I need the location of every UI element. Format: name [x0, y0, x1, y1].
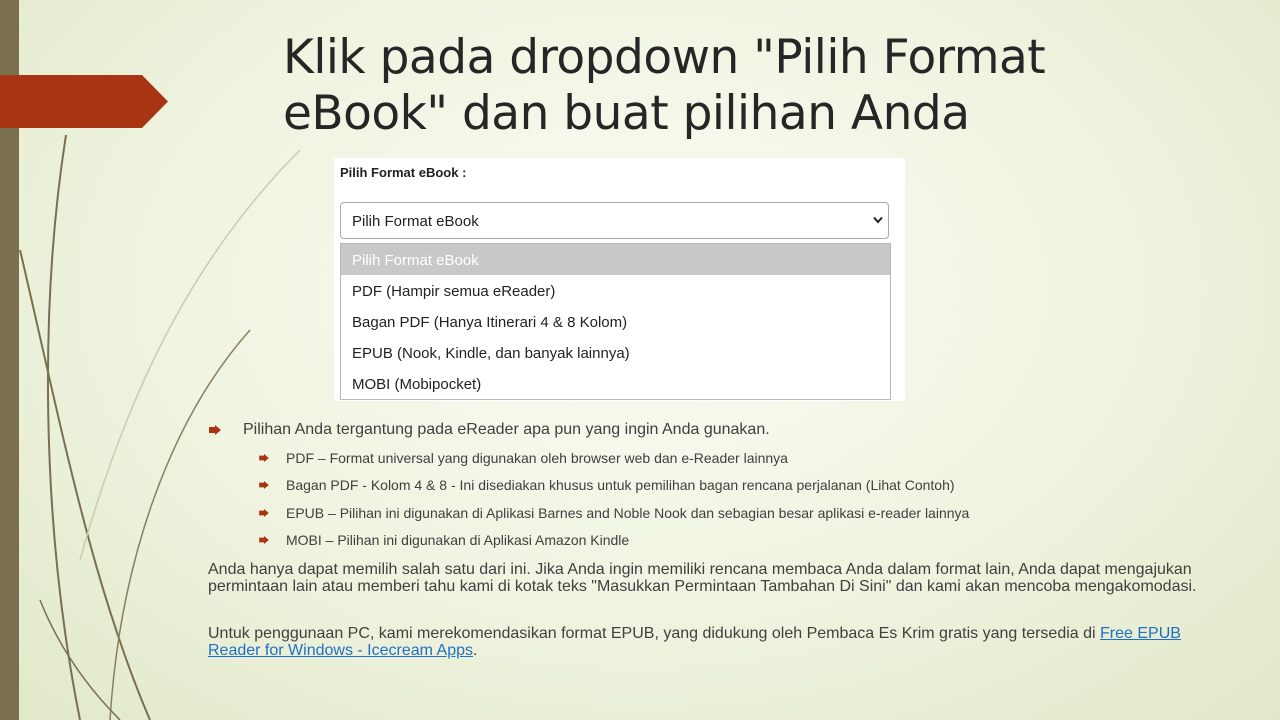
arrow-bullet-icon	[259, 454, 269, 462]
sub-bullet-epub: EPUB – Pilihan ini digunakan di Aplikasi Barnes and Noble Nook dan sebagian besar aplikasi e-reader lainnya	[286, 505, 970, 521]
chevron-down-icon	[873, 216, 883, 224]
select-value: Pilih Format eBook	[352, 213, 479, 230]
options-list	[340, 243, 891, 400]
main-bullet-text: Pilihan Anda tergantung pada eReader apa pun yang ingin Anda gunakan.	[243, 421, 770, 438]
arrow-bullet-icon	[209, 425, 221, 435]
option-mobi[interactable]: MOBI (Mobipocket)	[352, 376, 482, 393]
slide-title-line1: Klik pada dropdown "Pilih Format	[283, 30, 1046, 85]
arrow-bullet-icon	[259, 509, 269, 517]
option-pilih-format[interactable]: Pilih Format eBook	[341, 244, 890, 275]
paragraph-choose-one: Anda hanya dapat memilih salah satu dari ini. Jika Anda ingin memiliki rencana membaca Anda dalam format lain, Anda dapat mengajukan permintaan lain atau memberi tahu kami di kotak teks "Masukkan Permintaan Tambahan Di Sini" dan kami akan mencoba mengakomodasi.	[208, 561, 1197, 595]
accent-arrow-shape	[0, 75, 168, 128]
format-label: Pilih Format eBook :	[340, 165, 467, 180]
option-pdf[interactable]: PDF (Hampir semua eReader)	[352, 283, 556, 300]
option-bagan-pdf[interactable]: Bagan PDF (Hanya Itinerari 4 & 8 Kolom)	[352, 314, 628, 331]
paragraph-pc-end: .	[473, 642, 478, 659]
paragraph-pc-recommendation	[208, 625, 1198, 659]
sub-bullet-pdf: PDF – Format universal yang digunakan oleh browser web dan e-Reader lainnya	[286, 450, 788, 466]
icecream-epub-link[interactable]: Free EPUB Reader for Windows - Icecream Apps	[208, 625, 1181, 659]
option-epub[interactable]: EPUB (Nook, Kindle, dan banyak lainnya)	[352, 345, 630, 362]
slide-title	[283, 30, 1183, 142]
format-select[interactable]	[340, 202, 889, 239]
slide-title-line2: eBook" dan buat pilihan Anda	[283, 86, 970, 141]
arrow-bullet-icon	[259, 536, 269, 544]
dropdown-screenshot	[334, 158, 905, 401]
paragraph-pc-text: Untuk penggunaan PC, kami merekomendasikan format EPUB, yang didukung oleh Pembaca Es Krim gratis yang tersedia di	[208, 625, 1101, 642]
arrow-bullet-icon	[259, 481, 269, 489]
sub-bullet-mobi: MOBI – Pilihan ini digunakan di Aplikasi Amazon Kindle	[286, 532, 630, 548]
sub-bullet-bagan-pdf: Bagan PDF - Kolom 4 & 8 - Ini disediakan khusus untuk pemilihan bagan rencana perjalanan (Lihat Contoh)	[286, 477, 955, 493]
